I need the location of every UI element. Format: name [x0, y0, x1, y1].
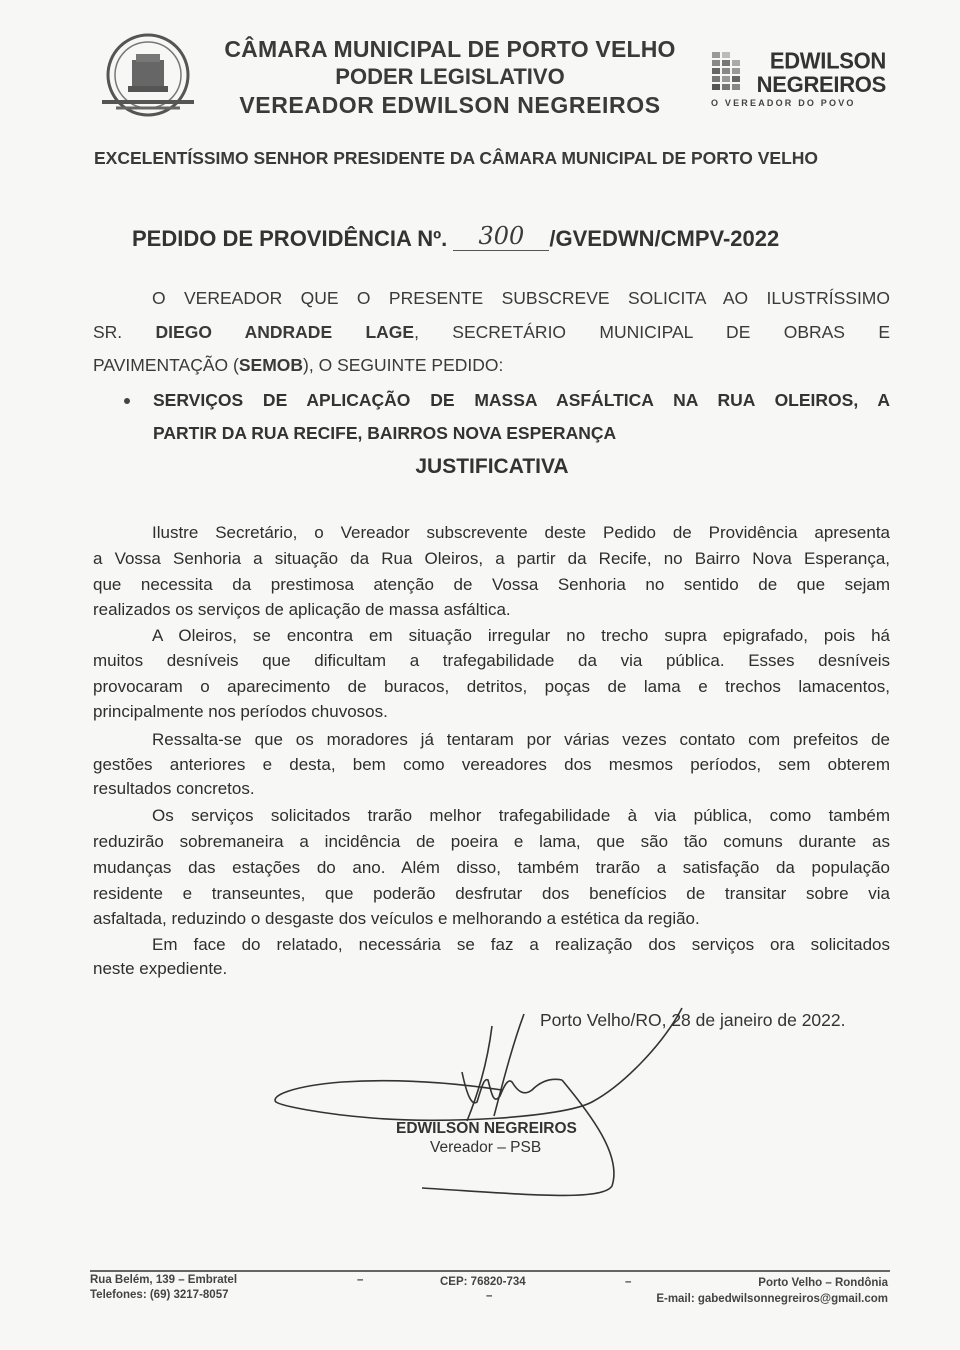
department-acronym: SEMOB	[238, 355, 304, 375]
request-prefix: PEDIDO DE PROVIDÊNCIA Nº.	[132, 226, 448, 251]
justification-line: principalmente nos períodos chuvosos.	[93, 702, 388, 721]
justification-line: provocaram o aparecimento de buracos, detritos, poças de lama e trechos lamacentos,	[93, 677, 890, 696]
footer-email: E-mail: gabedwilsonnegreiros@gmail.com	[656, 1293, 888, 1305]
request-item-line-1: SERVIÇOS DE APLICAÇÃO DE MASSA ASFÁLTICA NA RUA OLEIROS, A	[153, 390, 890, 410]
intro-line-3	[93, 349, 890, 382]
justification-line: resultados concretos.	[93, 779, 255, 798]
intro-ending: ), O SEGUINTE PEDIDO:	[303, 355, 504, 375]
intro-line-1: O VEREADOR QUE O PRESENTE SUBSCREVE SOLICITA AO ILUSTRÍSSIMO	[152, 288, 890, 308]
intro-sr: SR.	[93, 322, 123, 342]
justification-title: JUSTIFICATIVA	[415, 455, 569, 478]
footer-separator: –	[486, 1290, 493, 1302]
logo-name-first: EDWILSON	[769, 47, 886, 74]
bullet-icon	[124, 398, 130, 404]
request-suffix: /GVEDWN/CMPV-2022	[549, 226, 780, 251]
justification-line: A Oleiros, se encontra em situação irregular no trecho supra epigrafado, pois há	[152, 626, 890, 645]
footer-cep: CEP: 76820-734	[440, 1276, 526, 1288]
header-legislative-power: PODER LEGISLATIVO	[335, 64, 565, 89]
justification-line: residente e transeuntes, que poderão desfrutar dos benefícios de transitar sobre via	[93, 884, 890, 903]
councilor-logo	[708, 46, 892, 112]
chamber-seal-logo	[98, 32, 198, 118]
footer-address: Rua Belém, 139 – Embratel	[90, 1274, 238, 1286]
justification-line: Em face do relatado, necessária se faz a realização dos serviços ora solicitados	[152, 935, 890, 954]
signer-role: Vereador – PSB	[430, 1139, 542, 1156]
justification-line: neste expediente.	[93, 959, 228, 978]
justification-line: gestões anteriores e desta, bem como vereadores dos mesmos períodos, sem obterem	[93, 755, 890, 774]
justification-line: que necessita da prestimosa atenção de Vossa Senhoria no sentido de que sejam	[93, 575, 890, 594]
header-chamber-name: CÂMARA MUNICIPAL DE PORTO VELHO	[224, 36, 676, 62]
addressee-line: EXCELENTÍSSIMO SENHOR PRESIDENTE DA CÂMARA MUNICIPAL DE PORTO VELHO	[94, 148, 819, 168]
intro-secretary-title: , SECRETÁRIO MUNICIPAL DE OBRAS E	[414, 322, 890, 342]
footer-divider	[90, 1270, 890, 1272]
secretary-name: DIEGO ANDRADE LAGE	[155, 322, 415, 342]
request-title	[132, 224, 779, 253]
footer-city: Porto Velho – Rondônia	[758, 1277, 888, 1289]
justification-line: mudanças das estações do ano. Além disso, também trarão a satisfação da população	[93, 858, 890, 877]
logo-tagline: O VEREADOR DO POVO	[711, 98, 856, 108]
intro-line-2	[93, 316, 890, 349]
justification-line: reduzirão sobremaneira a incidência de poeira e lama, que são tão comuns durante as	[93, 832, 890, 851]
justification-line: a Vossa Senhoria a situação da Rua Oleiros, a partir da Recife, no Bairro Nova Esperança,	[93, 549, 890, 568]
handwritten-signature	[262, 1006, 722, 1206]
request-number: 300	[453, 222, 549, 251]
intro-department: PAVIMENTAÇÃO (	[93, 355, 239, 375]
justification-line: realizados os serviços de aplicação de massa asfáltica.	[93, 600, 511, 619]
justification-line: asfaltada, reduzindo o desgaste dos veículos e melhorando a estética da região.	[93, 909, 700, 928]
footer-phone: Telefones: (69) 3217-8057	[90, 1289, 229, 1301]
header-councilor-name: VEREADOR EDWILSON NEGREIROS	[239, 92, 661, 118]
justification-line: Os serviços solicitados trarão melhor trafegabilidade à via pública, como também	[152, 806, 890, 825]
request-item-line-2: PARTIR DA RUA RECIFE, BAIRROS NOVA ESPERANÇA	[153, 423, 617, 443]
footer-separator: –	[357, 1274, 364, 1286]
document-date: Porto Velho/RO, 28 de janeiro de 2022.	[540, 1010, 846, 1030]
signer-name: EDWILSON NEGREIROS	[396, 1120, 577, 1137]
justification-line: Ilustre Secretário, o Vereador subscrevente deste Pedido de Providência apresenta	[152, 523, 890, 542]
justification-line: Ressalta-se que os moradores já tentaram por várias vezes contato com prefeitos de	[152, 730, 890, 749]
logo-name-last: NEGREIROS	[756, 72, 886, 97]
footer-separator: –	[625, 1276, 632, 1288]
justification-line: muitos desníveis que dificultam a trafegabilidade da via pública. Esses desníveis	[93, 651, 890, 670]
